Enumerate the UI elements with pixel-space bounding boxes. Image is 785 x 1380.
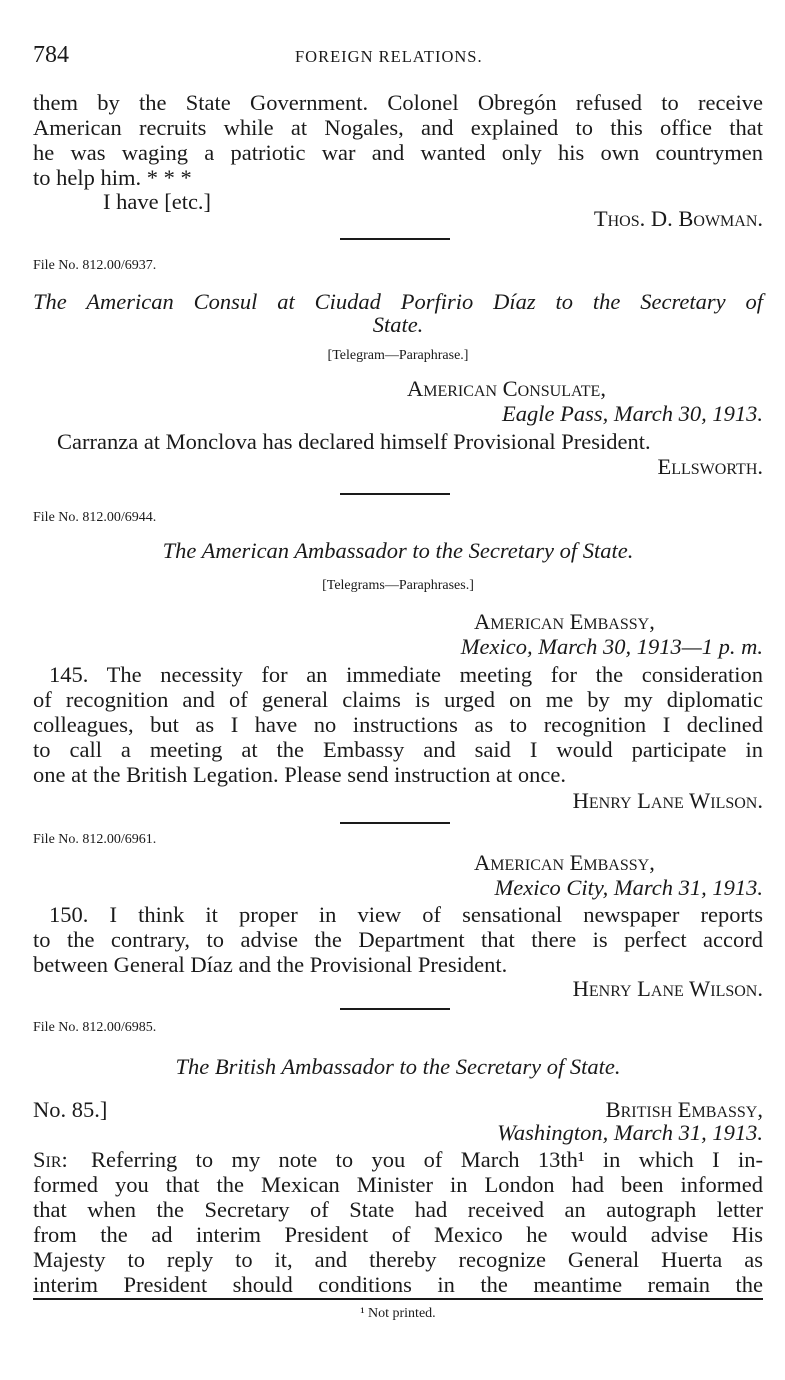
text-line: to the contrary, to advise the Department that there is perfect accord — [33, 927, 763, 952]
text-line: that when the Secretary of State had received an autograph letter — [33, 1197, 763, 1222]
section-divider — [340, 822, 450, 824]
text-line: one at the British Legation. Please send instruction at once. — [33, 762, 566, 787]
dateline: Mexico, March 30, 1913—1 p. m. — [460, 634, 763, 659]
file-number: File No. 812.00/6937. — [33, 258, 157, 273]
telegram-note: [Telegram—Paraphrase.] — [327, 348, 469, 363]
file-number: File No. 812.00/6961. — [33, 832, 157, 847]
section-divider — [340, 1008, 450, 1010]
telegram-body: Carranza at Monclova has declared himself Provisional President. — [57, 429, 651, 454]
text-line: them by the State Government. Colonel Obregón refused to receive — [33, 90, 763, 115]
place-line: American Embassy, — [474, 609, 655, 634]
note-number: No. 85.] — [33, 1097, 108, 1122]
salutation: Sir: — [33, 1147, 68, 1172]
closing-line: I have [etc.] — [103, 189, 212, 214]
signature: Henry Lane Wilson. — [572, 788, 763, 813]
file-number: File No. 812.00/6944. — [33, 510, 157, 525]
text-line: from the ad interim President of Mexico he would advise His — [33, 1222, 763, 1247]
file-number: File No. 812.00/6985. — [33, 1020, 157, 1035]
document-title-cont: State. — [372, 312, 424, 337]
telegram-note: [Telegrams—Paraphrases.] — [322, 578, 474, 593]
text-line: colleagues, but as I have no instructions as to recognition I declined — [33, 712, 763, 737]
dateline: Washington, March 31, 1913. — [497, 1120, 763, 1145]
place-line: British Embassy, — [605, 1097, 763, 1122]
text-line: American recruits while at Nogales, and explained to this office that — [33, 115, 763, 140]
document-title: The American Consul at Ciudad Porfirio Díaz to the Secretary of — [33, 289, 763, 314]
document-title: The American Ambassador to the Secretary of State. — [162, 538, 634, 563]
text-line: between General Díaz and the Provisional President. — [33, 952, 508, 977]
footnote-rule — [33, 1298, 763, 1300]
signature: Henry Lane Wilson. — [572, 976, 763, 1001]
text-line: of recognition and of general claims is urged on me by my diplomatic — [33, 687, 763, 712]
text-line: he was waging a patriotic war and wanted only his own countrymen — [33, 140, 763, 165]
document-title: The British Ambassador to the Secretary of State. — [175, 1054, 621, 1079]
dateline: Mexico City, March 31, 1913. — [494, 875, 763, 900]
text-line: to help him. * * * — [33, 165, 192, 190]
running-title: FOREIGN RELATIONS. — [295, 47, 483, 66]
text-line: 145. The necessity for an immediate meeting for the consideration — [49, 662, 763, 687]
text-line: formed you that the Mexican Minister in London had been informed — [33, 1172, 763, 1197]
text-line: 150. I think it proper in view of sensational newspaper reports — [49, 902, 763, 927]
text-line: Majesty to reply to it, and thereby recognize General Huerta as — [33, 1247, 763, 1272]
place-line: American Consulate, — [407, 376, 606, 401]
dateline: Eagle Pass, March 30, 1913. — [501, 401, 763, 426]
signature: Ellsworth. — [657, 454, 763, 479]
place-line: American Embassy, — [474, 850, 655, 875]
text-line: Referring to my note to you of March 13th¹ in which I in- — [91, 1147, 763, 1172]
section-divider — [340, 493, 450, 495]
signature: Thos. D. Bowman. — [593, 206, 763, 231]
page-number: 784 — [33, 42, 69, 68]
text-line: interim President should conditions in the meantime remain the — [33, 1272, 763, 1297]
text-line: to call a meeting at the Embassy and said I would participate in — [33, 737, 763, 762]
footnote: ¹ Not printed. — [360, 1306, 436, 1321]
section-divider — [340, 238, 450, 240]
